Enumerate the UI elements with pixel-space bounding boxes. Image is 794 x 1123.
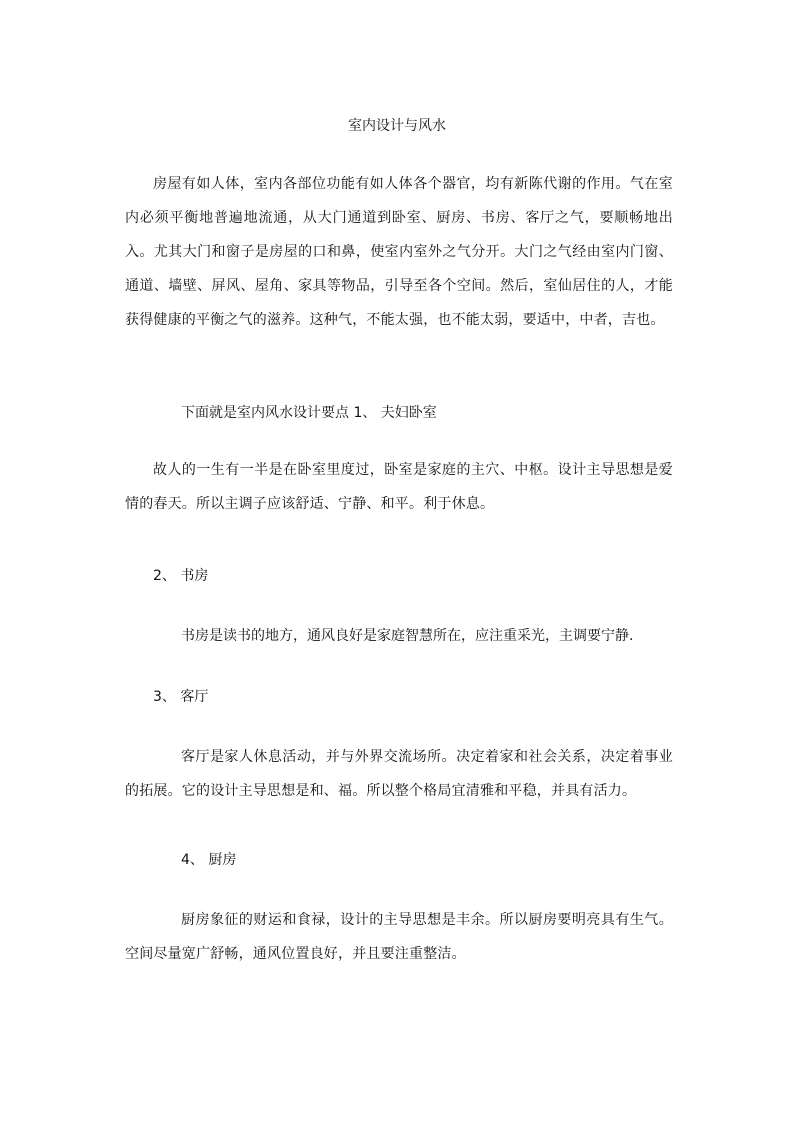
living-room-heading: 3、 客厅	[153, 689, 209, 705]
bedroom-paragraph: 故人的一生有一半是在卧室里度过，卧室是家庭的主穴、中枢。设计主导思想是爱情的春天。所以主调子应该舒适、宁静、和平。利于休息。	[125, 462, 673, 512]
intro-paragraph: 房屋有如人体，室内各部位功能有如人体各个器官，均有新陈代谢的作用。气在室内必须平衡地普遍地流通，从大门通道到卧室、厨房、书房、客厅之气，要顺畅地出入。尤其大门和窗子是房屋的口和鼻，使室内室外之气分开。大门之气经由室内门窗、通道、墙壁、屏风、屋角、家具等物品，引导至各个空间。然后，室仙居住的人，才能获得健康的平衡之气的滋养。这种气，不能太强，也不能太弱，要适中，中者，吉也。	[125, 176, 673, 328]
study-heading: 2、 书房	[153, 568, 209, 584]
study-paragraph: 书房是读书的地方，通风良好是家庭智慧所在，应注重采光，主调要宁静.	[181, 628, 634, 644]
points-heading: 下面就是室内风水设计要点 1、 夫妇卧室	[181, 405, 437, 421]
document-title: 室内设计与风水	[348, 118, 446, 134]
kitchen-paragraph: 厨房象征的财运和食禄，设计的主导思想是丰余。所以厨房要明亮具有生气。空间尽量宽广舒畅，通风位置良好，并且要注重整洁。	[125, 912, 673, 962]
kitchen-heading: 4、 厨房	[181, 852, 237, 868]
living-room-paragraph: 客厅是家人休息活动，并与外界交流场所。决定着家和社会关系，决定着事业的拓展。它的设计主导思想是和、福。所以整个格局宜清雅和平稳，并具有活力。	[125, 749, 673, 799]
